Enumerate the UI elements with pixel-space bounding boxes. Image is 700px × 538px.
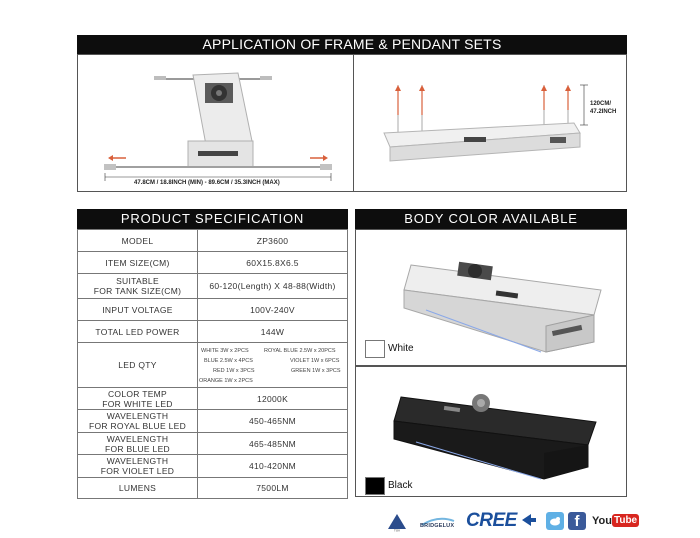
voltage-label: INPUT VOLTAGE (78, 299, 198, 321)
cree-logo (466, 510, 517, 532)
width-dimension-label: 47.8CM / 18.8INCH (MIN) - 89.6CM / 35.3INCH (MAX) (134, 180, 280, 186)
youtube-tube-text: Tube (613, 515, 638, 527)
table-row (78, 478, 348, 499)
power-label: TOTAL LED POWER (78, 321, 198, 343)
item-size-value: 60X15.8X6.5 (198, 252, 348, 274)
tank-size-label-line-1: SUITABLE (116, 276, 159, 286)
led-violet: VIOLET 1W x 6PCS (290, 358, 340, 364)
table-row (78, 343, 348, 388)
wavelength-violet-label-line-2: FOR VIOLET LED (100, 466, 175, 476)
model-label: MODEL (78, 230, 198, 252)
table-row (78, 230, 348, 252)
model-value: ZP3600 (198, 230, 348, 252)
color-temp-label-line-1: COLOR TEMP (107, 388, 168, 399)
led-white: WHITE 3W x 2PCS (201, 348, 249, 354)
led-qty-cell (198, 343, 348, 388)
facebook-glyph: f (574, 513, 580, 530)
wavelength-blue-label (78, 433, 198, 455)
wavelength-royal-blue-label-line-2: FOR ROYAL BLUE LED (88, 421, 187, 431)
youtube-logo[interactable] (592, 512, 639, 530)
application-header (77, 35, 627, 54)
lumens-label: LUMENS (78, 478, 198, 499)
led-qty-label: LED QTY (78, 343, 198, 388)
table-row (78, 410, 348, 433)
table-row (78, 252, 348, 274)
spec-title: PRODUCT SPECIFICATION (120, 211, 305, 226)
table-row (78, 388, 348, 410)
cree-arrow-icon (520, 513, 538, 527)
body-color-header (355, 209, 627, 229)
wavelength-blue-value: 465-485NM (198, 433, 348, 455)
bridgelux-text: BRIDGELUX (420, 523, 455, 529)
height-dimension-label-1: 120CM/ (590, 101, 612, 107)
wavelength-blue-label-line-1: WAVELENGTH (106, 433, 169, 444)
white-swatch[interactable] (365, 340, 385, 358)
table-row (78, 274, 348, 299)
wavelength-violet-label (78, 455, 198, 478)
spec-header (77, 209, 348, 229)
application-panel (77, 54, 627, 192)
led-red: RED 1W x 3PCS (213, 368, 255, 374)
wavelength-blue-label-line-2: FOR BLUE LED (104, 443, 170, 454)
wavelength-violet-label-line-1: WAVELENGTH (106, 456, 169, 466)
black-option-panel (355, 366, 627, 497)
led-green: GREEN 1W x 3PCS (291, 368, 341, 374)
wavelength-royal-blue-label-line-1: WAVELENGTH (106, 411, 169, 421)
item-size-label: ITEM SIZE(CM) (78, 252, 198, 274)
wavelength-royal-blue-label (78, 410, 198, 433)
cree-text: CREE (466, 510, 517, 531)
table-row (78, 321, 348, 343)
led-blue: BLUE 2.5W x 4PCS (204, 358, 253, 364)
twitter-icon[interactable] (546, 512, 564, 530)
led-royal-blue: ROYAL BLUE 2.5W x 20PCS (264, 348, 336, 354)
voltage-value: 100V-240V (198, 299, 348, 321)
lumens-value: 7500LM (198, 478, 348, 499)
led-qty-list (198, 343, 347, 387)
facebook-icon[interactable] (568, 512, 586, 530)
power-value: 144W (198, 321, 348, 343)
table-row (78, 433, 348, 455)
svg-text:TÜV: TÜV (394, 528, 400, 532)
spec-table (77, 229, 348, 499)
application-title: APPLICATION OF FRAME & PENDANT SETS (202, 36, 502, 52)
certification-logo (386, 512, 408, 532)
black-swatch[interactable] (365, 477, 385, 495)
table-row (78, 299, 348, 321)
white-option-panel (355, 229, 627, 366)
color-temp-label-line-2: FOR WHITE LED (102, 398, 173, 409)
body-color-title: BODY COLOR AVAILABLE (404, 211, 578, 226)
white-label: White (388, 343, 414, 354)
led-orange: ORANGE 1W x 2PCS (199, 378, 253, 384)
height-dimension-label-2: 47.2INCH (590, 109, 617, 115)
table-row (78, 455, 348, 478)
twitter-bird-icon (546, 512, 564, 530)
tank-size-label-line-2: FOR TANK SIZE(CM) (93, 286, 182, 296)
color-temp-label (78, 388, 198, 410)
black-label: Black (388, 480, 413, 491)
youtube-you-text: You (592, 514, 612, 527)
color-temp-value: 12000K (198, 388, 348, 410)
black-fixture-image (356, 367, 628, 498)
bridgelux-logo (418, 515, 458, 533)
tank-size-value: 60-120(Length) X 48-88(Width) (198, 274, 348, 299)
wavelength-royal-blue-value: 450-465NM (198, 410, 348, 433)
pendant-illustration (354, 55, 629, 193)
frame-illustration (78, 55, 353, 193)
tank-size-label (78, 274, 198, 299)
wavelength-violet-value: 410-420NM (198, 455, 348, 478)
